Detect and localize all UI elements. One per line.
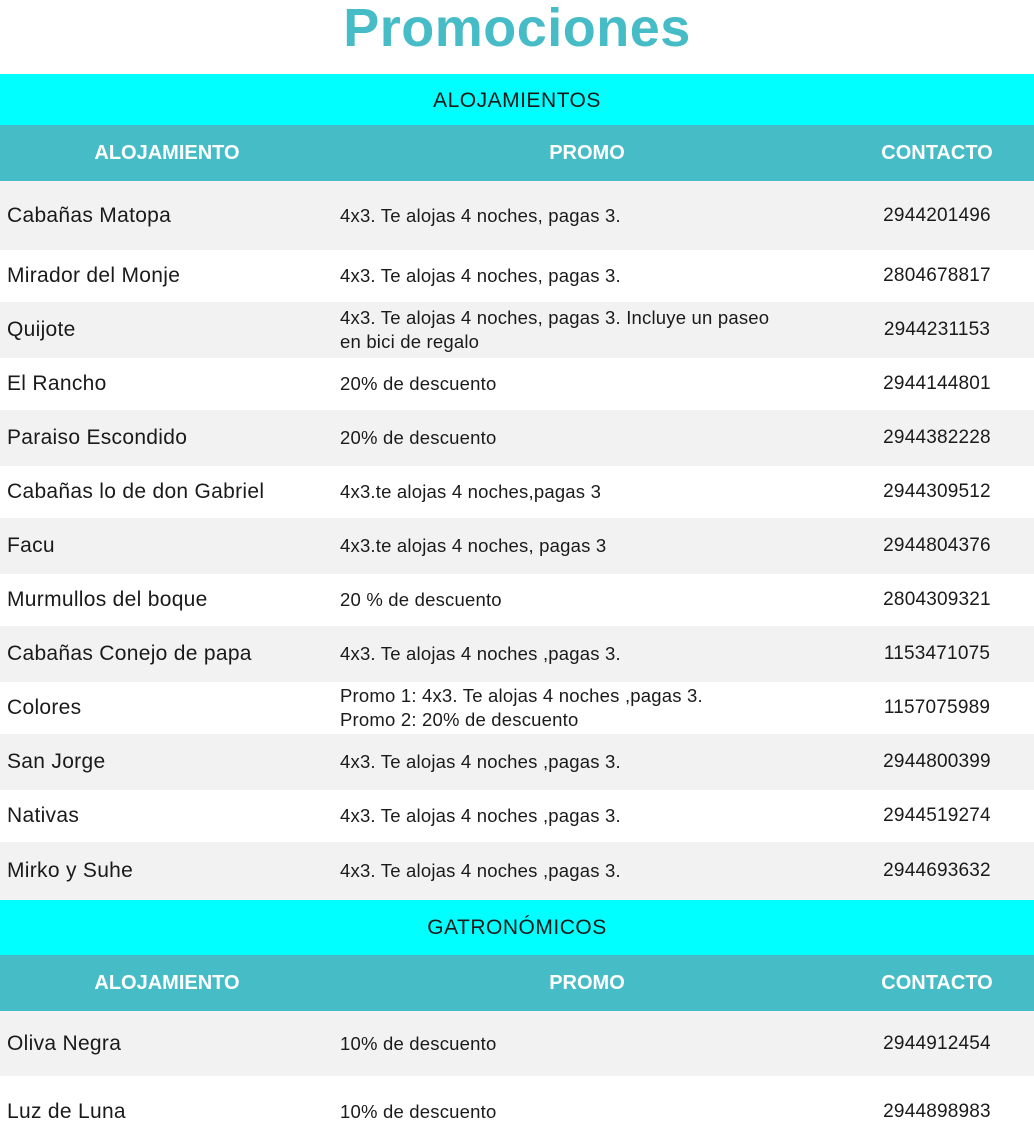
section-band-gastronomicos: GATRONÓMICOS [0, 900, 1034, 955]
row-promo: 4x3. Te alojas 4 noches, pagas 3. [340, 204, 621, 226]
column-header-alojamiento: ALOJAMIENTO [94, 972, 240, 994]
table-row [0, 682, 1034, 734]
table-header-alojamientos [0, 125, 1034, 181]
column-header-contacto: CONTACTO [881, 142, 993, 164]
row-name: Cabañas lo de don Gabriel [7, 480, 265, 503]
row-promo: 4x3. Te alojas 4 noches ,pagas 3. [340, 643, 621, 664]
page-title: Promociones [343, 0, 691, 58]
table-row [0, 574, 1034, 626]
row-contact: 2944309512 [883, 481, 991, 502]
table-row [0, 734, 1034, 790]
row-contact: 2944693632 [883, 860, 991, 881]
table-row [0, 1011, 1034, 1076]
row-name: Nativas [7, 804, 80, 827]
row-contact: 2804309321 [883, 589, 991, 610]
row-contact: 2944800399 [883, 751, 991, 772]
table-row [0, 250, 1034, 302]
row-promo: 20% de descuento [340, 373, 497, 394]
row-promo: 10% de descuento [340, 1101, 497, 1122]
row-contact: 2944231153 [883, 319, 991, 340]
row-contact: 1157075989 [883, 697, 991, 718]
table-row [0, 181, 1034, 250]
row-promo: 4x3. Te alojas 4 noches ,pagas 3. [340, 805, 621, 826]
column-header-promo: PROMO [549, 972, 625, 994]
row-name: Cabañas Matopa [7, 203, 172, 227]
row-contact: 2944898983 [883, 1101, 991, 1122]
row-name: Quijote [7, 318, 76, 341]
row-name: Mirko y Suhe [7, 859, 134, 882]
table-row [0, 302, 1034, 358]
table-header-gastronomicos [0, 955, 1034, 1011]
row-promo: 4x3.te alojas 4 noches,pagas 3 [340, 481, 602, 502]
row-promo: 20 % de descuento [340, 589, 502, 610]
row-contact: 2944144801 [883, 373, 991, 394]
row-contact: 1153471075 [883, 643, 991, 664]
row-name: Colores [7, 696, 82, 719]
column-header-promo: PROMO [549, 142, 625, 164]
section-band-alojamientos: ALOJAMIENTOS [0, 74, 1034, 125]
table-row [0, 518, 1034, 574]
row-promo: 20% de descuento [340, 427, 497, 448]
row-promo: 4x3. Te alojas 4 noches, pagas 3. Incluye un paseo en bici de regalo [340, 307, 770, 352]
table-row [0, 790, 1034, 842]
row-promo: 10% de descuento [340, 1032, 497, 1054]
row-name: Facu [7, 534, 55, 557]
row-name: El Rancho [7, 372, 107, 395]
table-row [0, 358, 1034, 410]
row-name: Cabañas Conejo de papa [7, 642, 252, 665]
row-promo: Promo 1: 4x3. Te alojas 4 noches ,pagas 3. Promo 2: 20% de descuento [340, 685, 703, 730]
table-row [0, 842, 1034, 900]
table-row [0, 1076, 1034, 1148]
table-row [0, 626, 1034, 682]
column-header-alojamiento: ALOJAMIENTO [94, 142, 240, 164]
row-contact: 2944382228 [883, 427, 991, 448]
row-name: Paraiso Escondido [7, 426, 188, 449]
row-contact: 2944201496 [883, 204, 991, 226]
row-contact: 2944519274 [883, 805, 991, 826]
table-row [0, 466, 1034, 518]
row-promo: 4x3. Te alojas 4 noches ,pagas 3. [340, 751, 621, 772]
row-contact: 2804678817 [883, 265, 991, 286]
row-name: Luz de Luna [7, 1100, 126, 1123]
row-name: San Jorge [7, 750, 106, 773]
row-promo: 4x3. Te alojas 4 noches ,pagas 3. [340, 860, 621, 881]
row-contact: 2944804376 [883, 535, 991, 556]
row-name: Murmullos del boque [7, 588, 208, 611]
row-promo: 4x3. Te alojas 4 noches, pagas 3. [340, 265, 621, 286]
column-header-contacto: CONTACTO [881, 972, 993, 994]
row-name: Mirador del Monje [7, 264, 181, 287]
row-name: Oliva Negra [7, 1031, 122, 1055]
row-contact: 2944912454 [883, 1032, 991, 1054]
table-row [0, 410, 1034, 466]
row-promo: 4x3.te alojas 4 noches, pagas 3 [340, 535, 607, 556]
